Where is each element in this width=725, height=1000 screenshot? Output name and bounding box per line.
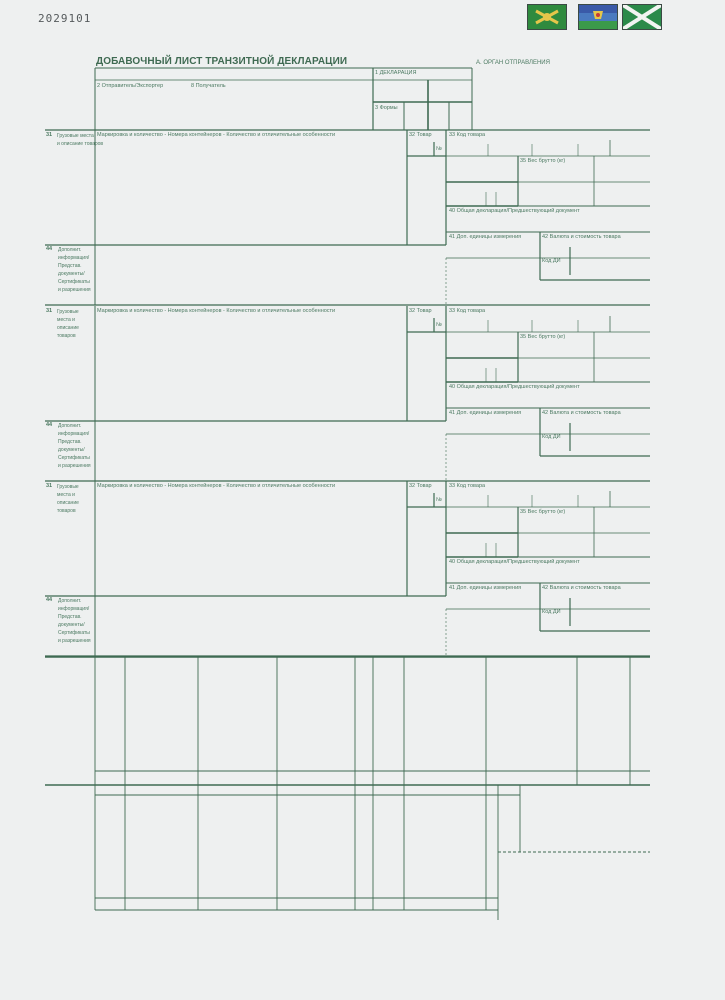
goods-block-1-box44-number: 44 xyxy=(46,246,53,252)
document-number: 2029101 xyxy=(38,12,92,25)
goods-block-1-kod-di-label: Код ДИ xyxy=(542,258,561,264)
goods-block-3-box44-label: Дополнит. информация/ Представ. документы/ Сертификаты и разрешения xyxy=(58,598,91,644)
goods-block-3-box31-number: 31 xyxy=(46,483,53,489)
box3-label: 3 Формы xyxy=(375,105,398,111)
goods-block-2-box44-number: 44 xyxy=(46,422,53,428)
goods-block-1-box42-label: 42 Валюта и стоимость товара xyxy=(542,234,621,240)
goods-block-3-box32-label: 32 Товар xyxy=(409,483,432,489)
goods-block-1-box32-number-label: № xyxy=(436,146,442,152)
goods-block-2-box32-label: 32 Товар xyxy=(409,308,432,314)
goods-block-2-marking-label: Маркировка и количество - Номера контейнеров - Количество и отличительные особенности xyxy=(97,308,336,314)
goods-block-2-box31-label: Грузовые места и описание товаров xyxy=(57,309,79,339)
goods-block-1-box31-number: 31 xyxy=(46,132,53,138)
box1-label: 1 ДЕКЛАРАЦИЯ xyxy=(375,70,417,76)
goods-block-2-box35-label: 35 Вес брутто (кг) xyxy=(520,334,566,340)
goods-block-3-marking-label: Маркировка и количество - Номера контейнеров - Количество и отличительные особенности xyxy=(97,483,336,489)
departure-office-label: А. ОРГАН ОТПРАВЛЕНИЯ xyxy=(476,60,550,66)
goods-block-1-marking-label: Маркировка и количество - Номера контейнеров - Количество и отличительные особенности xyxy=(97,132,336,138)
goods-block-2-box41-label: 41 Доп. единицы измерения xyxy=(449,410,522,416)
goods-block-3-box32-number-label: № xyxy=(436,497,442,503)
goods-block-1-box40-label: 40 Общая декларация/Предшествующий документ xyxy=(449,208,580,214)
goods-block-3-box42-label: 42 Валюта и стоимость товара xyxy=(542,585,621,591)
goods-block-3-kod-di-label: Код ДИ xyxy=(542,609,561,615)
goods-block-3-box33-label: 33 Код товара xyxy=(449,483,486,489)
box2-label: 2 Отправитель/Экспортер xyxy=(97,83,164,89)
goods-block-3-box44-number: 44 xyxy=(46,597,53,603)
goods-block-3-box40-label: 40 Общая декларация/Предшествующий документ xyxy=(449,559,580,565)
goods-block-2-box40-label: 40 Общая декларация/Предшествующий документ xyxy=(449,384,580,390)
goods-block-3-box35-label: 35 Вес брутто (кг) xyxy=(520,509,566,515)
goods-block-1-box32-label: 32 Товар xyxy=(409,132,432,138)
goods-block-2-box33-label: 33 Код товара xyxy=(449,308,486,314)
goods-block-1-box31-label: Грузовые места и описание товаров xyxy=(57,133,104,147)
goods-block-2-box44-label: Дополнит. информация/ Представ. документы/ Сертификаты и разрешения xyxy=(58,423,91,469)
goods-block-2-box32-number-label: № xyxy=(436,322,442,328)
goods-block-2-kod-di-label: Код ДИ xyxy=(542,434,561,440)
goods-block-1-box33-label: 33 Код товара xyxy=(449,132,486,138)
goods-block-1-box41-label: 41 Доп. единицы измерения xyxy=(449,234,522,240)
page-title: ДОБАВОЧНЫЙ ЛИСТ ТРАНЗИТНОЙ ДЕКЛАРАЦИИ xyxy=(96,56,348,67)
box8-label: 8 Получатель xyxy=(191,83,226,89)
goods-block-3-box41-label: 41 Доп. единицы измерения xyxy=(449,585,522,591)
goods-block-2-box42-label: 42 Валюта и стоимость товара xyxy=(542,410,621,416)
goods-block-3-box31-label: Грузовые места и описание товаров xyxy=(57,484,79,514)
goods-block-1-box35-label: 35 Вес брутто (кг) xyxy=(520,158,566,164)
goods-block-2-box31-number: 31 xyxy=(46,308,53,314)
goods-block-1-box44-label: Дополнит. информация/ Представ. документы/ Сертификаты и разрешения xyxy=(58,247,91,293)
